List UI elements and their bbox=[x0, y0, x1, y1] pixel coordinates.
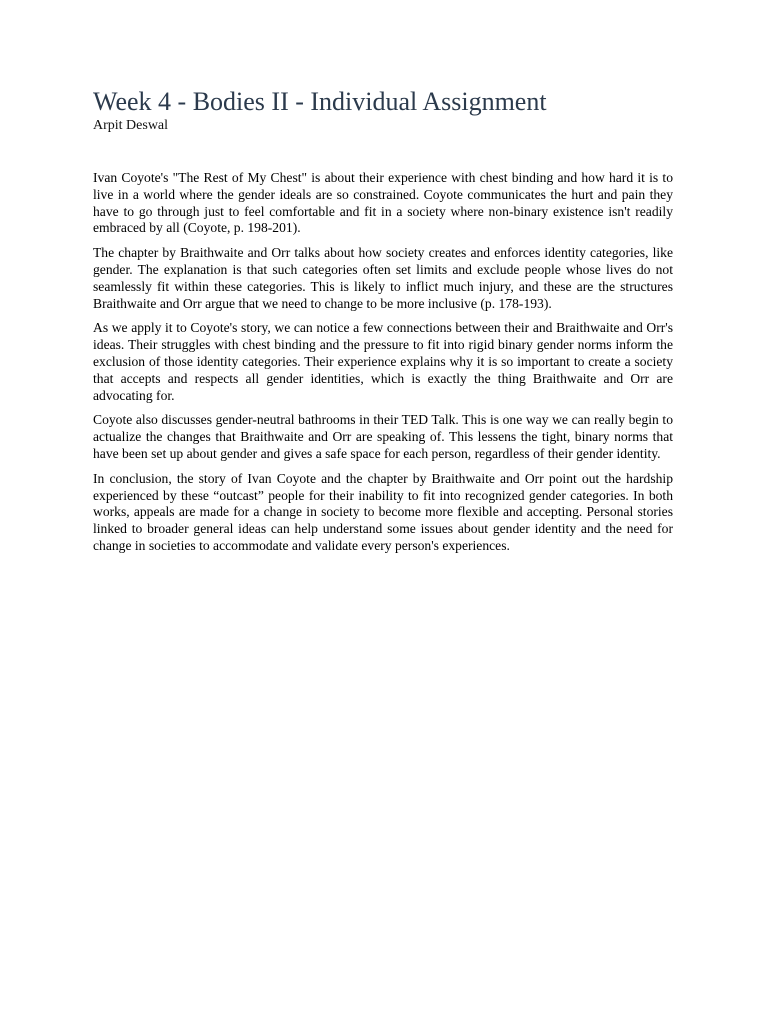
document-title: Week 4 - Bodies II - Individual Assignment bbox=[93, 87, 547, 116]
paragraph-5: In conclusion, the story of Ivan Coyote and the chapter by Braithwaite and Orr point out the hardship experienced by these “outcast” people for their inability to fit into recognized gender categories. In both works, appeals are made for a change in society to become more flexible and accepting. Personal stories linked to broader general ideas can help understand some issues about gender identity and the need for change in societies to accommodate and validate every person's experiences. bbox=[93, 470, 673, 553]
document-body bbox=[93, 86, 673, 563]
paragraph-3: As we apply it to Coyote's story, we can notice a few connections between their and Braithwaite and Orr's ideas. Their struggles with chest binding and the pressure to fit into rigid binary gender norms inform the exclusion of those identity categories. Their experience explains why it is so important to create a society that accepts and respects all gender identities, which is exactly the thing Braithwaite and Orr are advocating for. bbox=[93, 320, 673, 403]
paragraph-1: Ivan Coyote's "The Rest of My Chest" is about their experience with chest binding and how hard it is to live in a world where the gender ideals are so constrained. Coyote communicates the hurt and pain they have to go through just to feel comfortable and fit in a society where non-binary existence isn't readily embraced by all (Coyote, p. 198-201). bbox=[93, 170, 673, 236]
paragraph-2: The chapter by Braithwaite and Orr talks about how society creates and enforces identity categories, like gender. The explanation is that such categories often set limits and exclude people whose lives do not seamlessly fit within these categories. This is likely to inflict much injury, and these are the structures Braithwaite and Orr argue that we need to change to be more inclusive (p. 178-193). bbox=[93, 245, 673, 311]
paragraph-4: Coyote also discusses gender-neutral bathrooms in their TED Talk. This is one way we can really begin to actualize the changes that Braithwaite and Orr are speaking of. This lessens the tight, binary norms that have been set up about gender and gives a safe space for each person, regardless of their gender identity. bbox=[93, 412, 673, 461]
document-author: Arpit Deswal bbox=[93, 118, 169, 133]
